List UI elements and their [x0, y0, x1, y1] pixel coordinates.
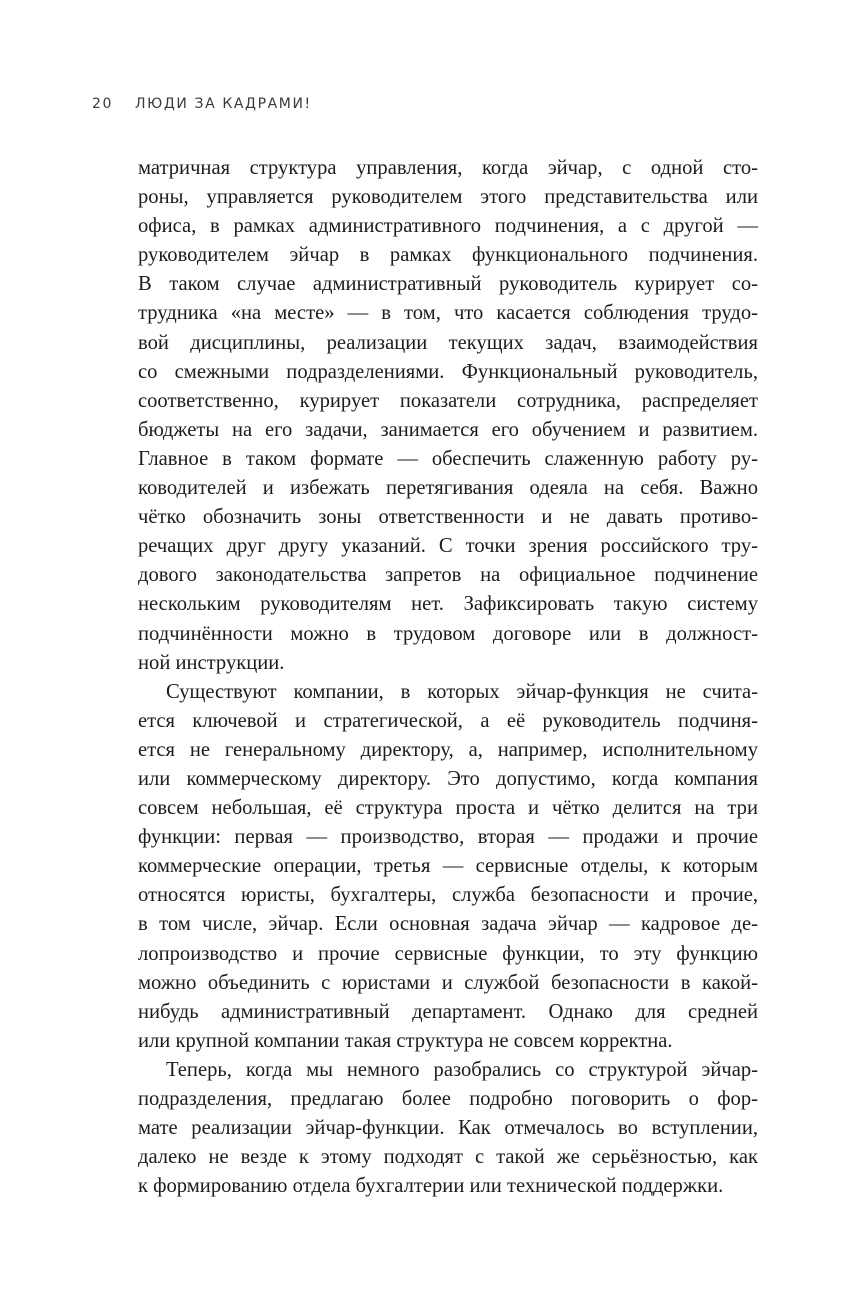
text-line: нибудь административный департамент. Однако для средней	[138, 1000, 758, 1023]
text-line: или коммерческому директору. Это допустимо, когда компания	[138, 767, 758, 790]
paragraph-2	[138, 678, 758, 1056]
text-line: Существуют компании, в которых эйчар-функция не счита-	[166, 680, 758, 703]
text-line: чётко обозначить зоны ответственности и не давать противо-	[138, 506, 758, 529]
text-line: ководителей и избежать перетягивания одеяла на себя. Важно	[138, 477, 758, 500]
text-line: матричная структура управления, когда эйчар, с одной сто-	[138, 157, 758, 179]
paragraph-3	[138, 1056, 758, 1201]
text-line: ется ключевой и стратегической, а её руководитель подчиня-	[138, 709, 758, 732]
text-line: нескольким руководителям нет. Зафиксировать такую систему	[138, 593, 758, 616]
text-line: мате реализации эйчар-функции. Как отмечалось во вступлении,	[138, 1117, 758, 1140]
text-line: со смежными подразделениями. Функциональный руководитель,	[138, 360, 758, 383]
text-line: руководителем эйчар в рамках функционального подчинения.	[138, 244, 758, 267]
text-line: к формированию отдела бухгалтерии или технической поддержки.	[138, 1175, 724, 1198]
text-line: вой дисциплины, реализации текущих задач, взаимодействия	[138, 331, 758, 354]
text-line: речащих друг другу указаний. С точки зрения российского тру-	[138, 535, 758, 558]
text-line: подчинённости можно в трудовом договоре или в должност-	[138, 622, 758, 645]
text-line: или крупной компании такая структура не совсем корректна.	[138, 1029, 673, 1052]
text-line: дового законодательства запретов на официальное подчинение	[138, 564, 758, 587]
paragraph-1	[138, 154, 758, 678]
text-line: относятся юристы, бухгалтеры, служба безопасности и прочие,	[138, 884, 758, 907]
book-title: ЛЮДИ ЗА КАДРАМИ!	[135, 96, 312, 112]
text-line: соответственно, курирует показатели сотрудника, распределяет	[138, 389, 758, 412]
text-line: трудника «на месте» — в том, что касается соблюдения трудо-	[138, 302, 758, 325]
text-line: В таком случае административный руководитель курирует со-	[138, 273, 758, 296]
text-line: офиса, в рамках административного подчинения, а с другой —	[138, 215, 758, 238]
text-line: коммерческие операции, третья — сервисные отделы, к которым	[138, 855, 758, 878]
text-line: Теперь, когда мы немного разобрались со структурой эйчар-	[166, 1058, 758, 1081]
text-line: бюджеты на его задачи, занимается его обучением и развитием.	[138, 418, 758, 441]
body-text	[138, 154, 758, 1201]
running-head	[92, 96, 312, 112]
text-line: можно объединить с юристами и службой безопасности в какой-	[138, 971, 758, 994]
text-line: ной инструкции.	[138, 651, 285, 674]
text-line: ется не генеральному директору, а, например, исполнительному	[138, 738, 758, 761]
page-number: 20	[92, 96, 114, 112]
text-line: совсем небольшая, её структура проста и чётко делится на три	[138, 797, 758, 820]
text-line: роны, управляется руководителем этого представительства или	[138, 186, 758, 209]
text-line: Главное в таком формате — обеспечить слаженную работу ру-	[138, 447, 758, 470]
text-line: подразделения, предлагаю более подробно поговорить о фор-	[138, 1088, 758, 1110]
text-line: в том числе, эйчар. Если основная задача эйчар — кадровое де-	[138, 913, 758, 936]
text-line: далеко не везде к этому подходят с такой же серьёзностью, как	[138, 1146, 758, 1169]
text-line: функции: первая — производство, вторая — продажи и прочие	[138, 826, 758, 849]
text-line: лопроизводство и прочие сервисные функции, то эту функцию	[138, 942, 758, 965]
